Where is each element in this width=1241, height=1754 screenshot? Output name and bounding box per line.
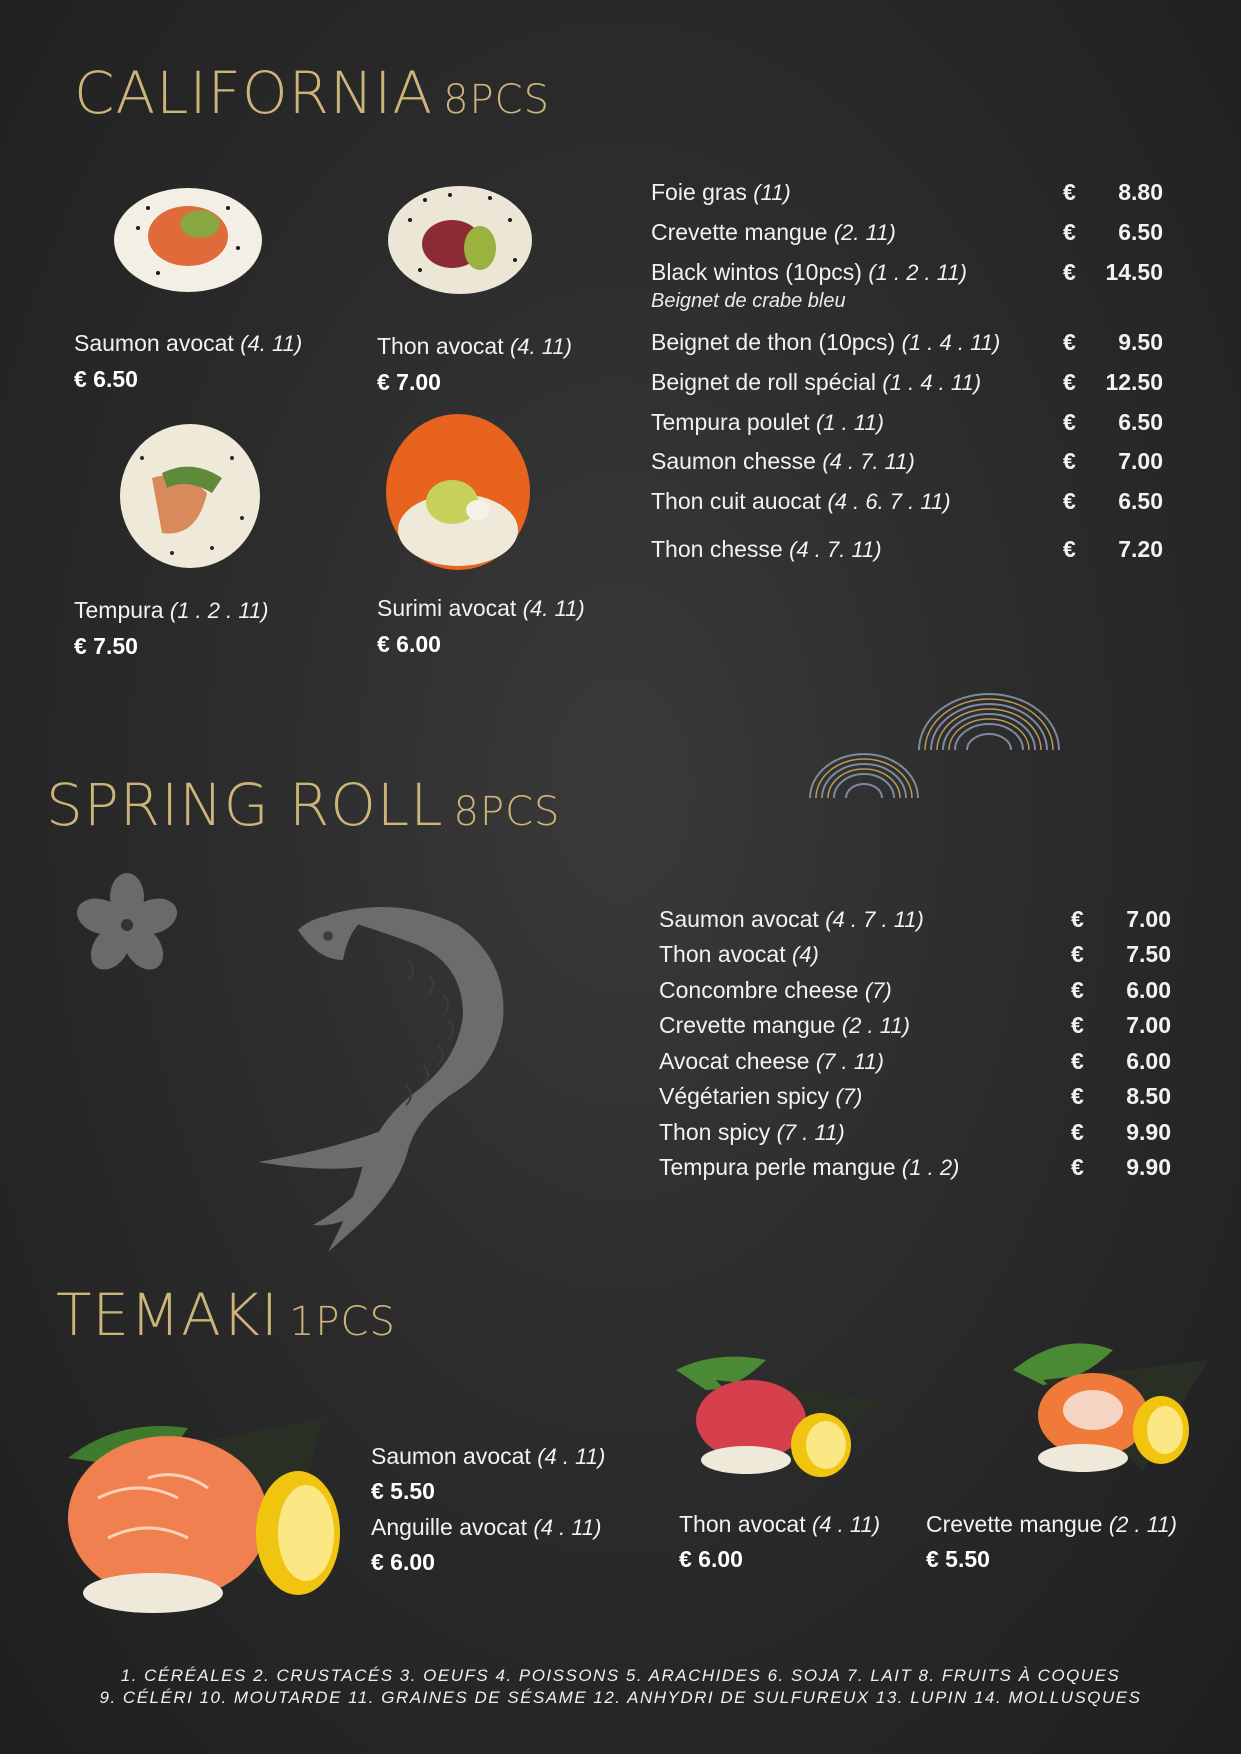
featured-item-name: Surimi avocat (4. 11) [377,595,585,621]
list-item: Thon chesse (4 . 7. 11) € 7.20 [651,535,1163,562]
section-title-california [74,59,550,127]
california-roll-photo-surimi [380,410,535,580]
featured-item-price: € 6.00 [377,631,441,657]
list-item: Foie gras (11) € 8.80 [651,178,1163,205]
section-count: 8PCS [453,789,561,835]
section-name: SPRING ROLL [46,771,444,839]
temaki-item-price: € 5.50 [926,1546,990,1572]
list-item: Tempura poulet (1 . 11) € 6.50 [651,408,1163,435]
list-item: Avocat cheese (7 . 11) € 6.00 [659,1047,1171,1074]
list-item: Crevette mangue (2 . 11) € 7.00 [659,1011,1171,1038]
list-item: Crevette mangue (2. 11) € 6.50 [651,218,1163,245]
featured-item-price: € 7.50 [74,633,138,659]
list-item: Thon cuit auocat (4 . 6. 7 . 11) € 6.50 [651,487,1163,514]
temaki-item-price: € 5.50 [371,1478,435,1504]
featured-item-name: Saumon avocat (4. 11) [74,330,303,356]
temaki-item-name: Thon avocat (4 . 11) [679,1511,881,1537]
featured-item-price: € 6.50 [74,366,138,392]
wave-pattern-icon [806,750,922,800]
koi-fish-icon [258,900,548,1255]
california-roll-photo-saumon [108,168,268,293]
list-item: Thon spicy (7 . 11) € 9.90 [659,1118,1171,1145]
temaki-item-name: Saumon avocat (4 . 11) [371,1443,606,1469]
list-item: Black wintos (10pcs) (1 . 2 . 11) € 14.50 [651,258,1163,285]
list-item: Saumon chesse (4 . 7. 11) € 7.00 [651,447,1163,474]
list-item: Beignet de roll spécial (1 . 4 . 11) € 12.50 [651,368,1163,395]
section-count: 8PCS [443,77,550,123]
section-title-temaki [56,1281,396,1349]
featured-item-name: Thon avocat (4. 11) [377,333,572,359]
section-name: TEMAKI [56,1281,279,1349]
section-name: CALIFORNIA [74,59,434,127]
temaki-item-name: Anguille avocat (4 . 11) [371,1514,602,1540]
temaki-item-price: € 6.00 [679,1546,743,1572]
featured-item-price: € 7.00 [377,369,441,395]
list-item: Saumon avocat (4 . 7 . 11) € 7.00 [659,905,1171,932]
wave-pattern-icon [915,690,1063,752]
temaki-photo-saumon [58,1388,343,1618]
section-count: 1PCS [288,1299,396,1345]
california-roll-photo-thon [380,170,540,295]
temaki-item-name: Crevette mangue (2 . 11) [926,1511,1177,1537]
section-title-spring-roll [46,771,561,839]
allergens-legend-line: 9. CÉLÉRI 10. MOUTARDE 11. GRAINES DE SÉSAME 12. ANHYDRI DE SULFUREUX 13. LUPIN 14. MOLLUSQUES [99,1688,1142,1707]
temaki-item-price: € 6.00 [371,1549,435,1575]
list-item: Végétarien spicy (7) € 8.50 [659,1082,1171,1109]
list-item: Tempura perle mangue (1 . 2) € 9.90 [659,1153,1171,1180]
temaki-photo-thon [676,1350,891,1480]
list-item: Concombre cheese (7) € 6.00 [659,976,1171,1003]
allergens-legend [0,1665,1241,1709]
list-item: Beignet de thon (10pcs) (1 . 4 . 11) € 9.50 [651,328,1163,355]
california-roll-photo-tempura [112,418,267,573]
list-item: Thon avocat (4) € 7.50 [659,940,1171,967]
list-item-subtitle: Beignet de crabe bleu [651,290,846,312]
allergens-legend-line: 1. CÉRÉALES 2. CRUSTACÉS 3. OEUFS 4. POISSONS 5. ARACHIDES 6. SOJA 7. LAIT 8. FRUITS À COQUES [120,1666,1121,1685]
featured-item-name: Tempura (1 . 2 . 11) [74,597,269,623]
sakura-flower-icon [72,872,182,978]
temaki-photo-crevette [1013,1330,1213,1478]
